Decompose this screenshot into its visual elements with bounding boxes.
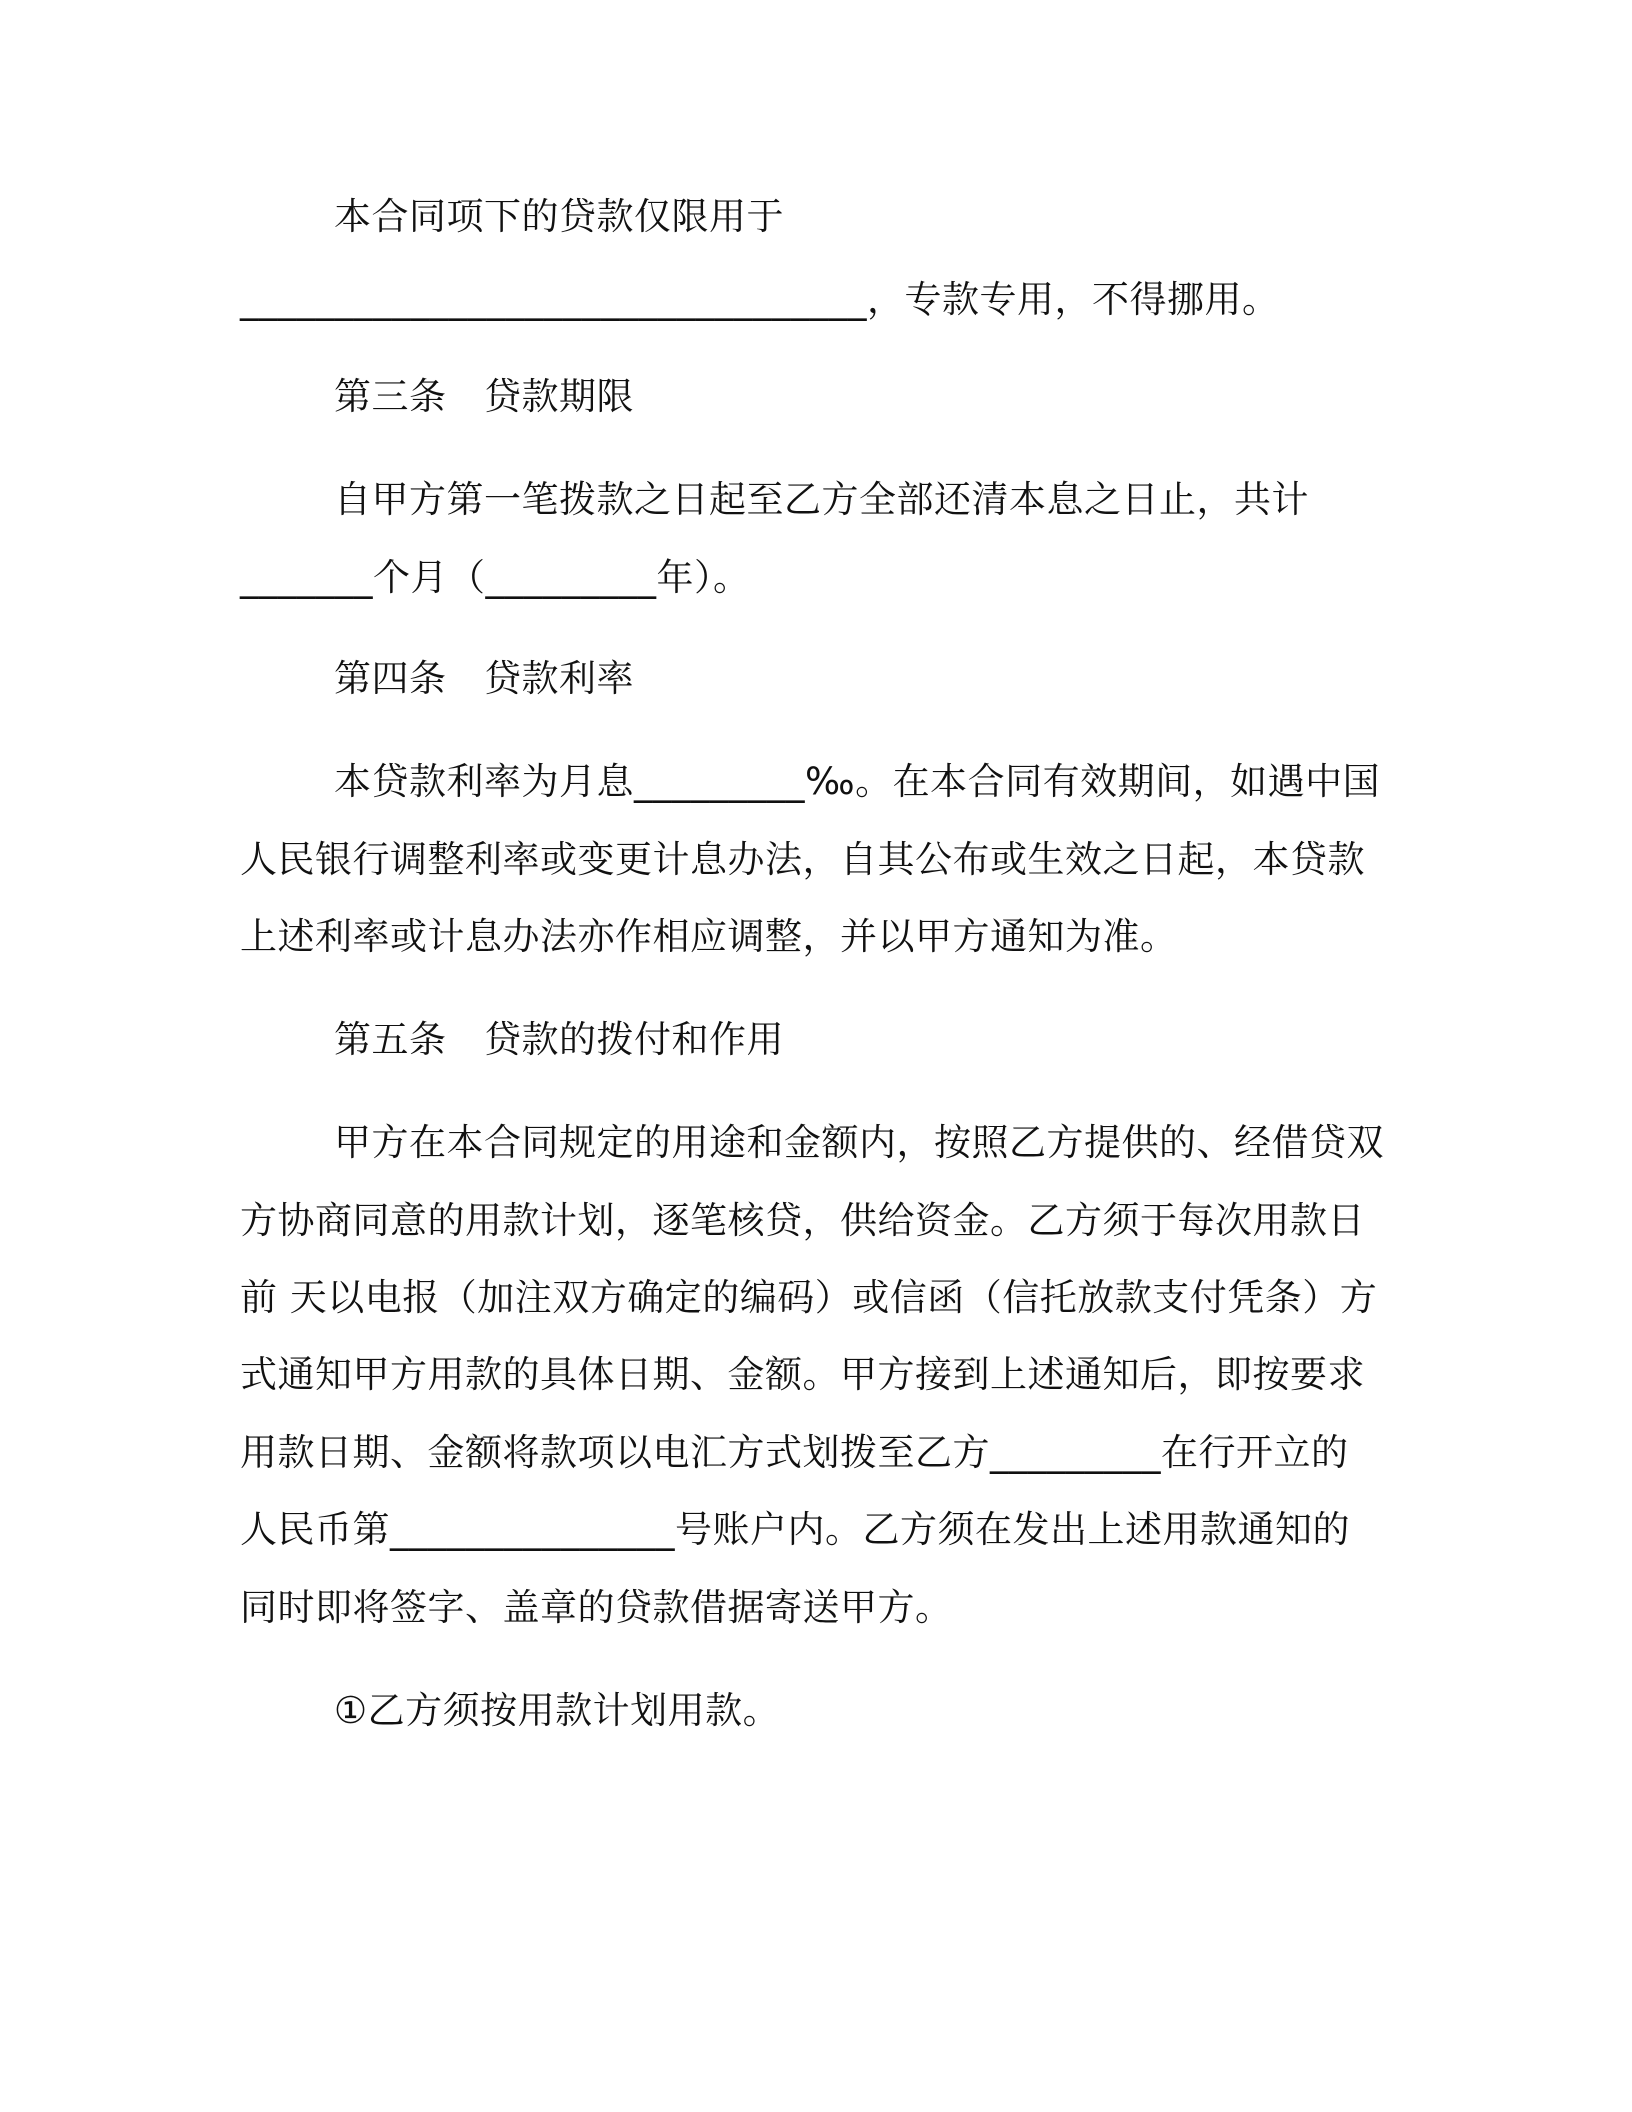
paragraph-line: _______个月（_________年）。 xyxy=(240,556,751,599)
paragraph-line: 用款日期、金额将款项以电汇方式划拨至乙方_________在行开立的 xyxy=(240,1431,1349,1474)
list-item: ①乙方须按用款计划用款。 xyxy=(334,1689,781,1732)
paragraph-line: 前 天以电报（加注双方确定的编码）或信函（信托放款支付凭条）方 xyxy=(240,1276,1378,1319)
paragraph-line: 自甲方第一笔拨款之日起至乙方全部还清本息之日止，共计 xyxy=(334,478,1309,521)
paragraph-line: 本贷款利率为月息_________‰。在本合同有效期间，如遇中国 xyxy=(334,760,1381,803)
paragraph-line: 方协商同意的用款计划，逐笔核贷，供给资金。乙方须于每次用款日 xyxy=(240,1199,1365,1242)
article-heading: 第三条 贷款期限 xyxy=(334,375,634,418)
paragraph-line: 同时即将签字、盖章的贷款借据寄送甲方。 xyxy=(240,1586,953,1629)
paragraph-line: 甲方在本合同规定的用途和金额内，按照乙方提供的、经借贷双 xyxy=(334,1121,1384,1164)
article-heading: 第四条 贷款利率 xyxy=(334,657,634,700)
article-heading: 第五条 贷款的拨付和作用 xyxy=(334,1018,784,1061)
paragraph-line: 本合同项下的贷款仅限用于 xyxy=(334,195,784,238)
paragraph-line: 人民币第_______________号账户内。乙方须在发出上述用款通知的 xyxy=(240,1508,1350,1551)
paragraph-line: 式通知甲方用款的具体日期、金额。甲方接到上述通知后，即按要求 xyxy=(240,1353,1365,1396)
paragraph-line: 上述利率或计息办法亦作相应调整，并以甲方通知为准。 xyxy=(240,915,1178,958)
paragraph-line: _________________________________，专款专用，不得挪用。 xyxy=(240,278,1280,321)
paragraph-line: 人民银行调整利率或变更计息办法，自其公布或生效之日起，本贷款 xyxy=(240,838,1365,881)
